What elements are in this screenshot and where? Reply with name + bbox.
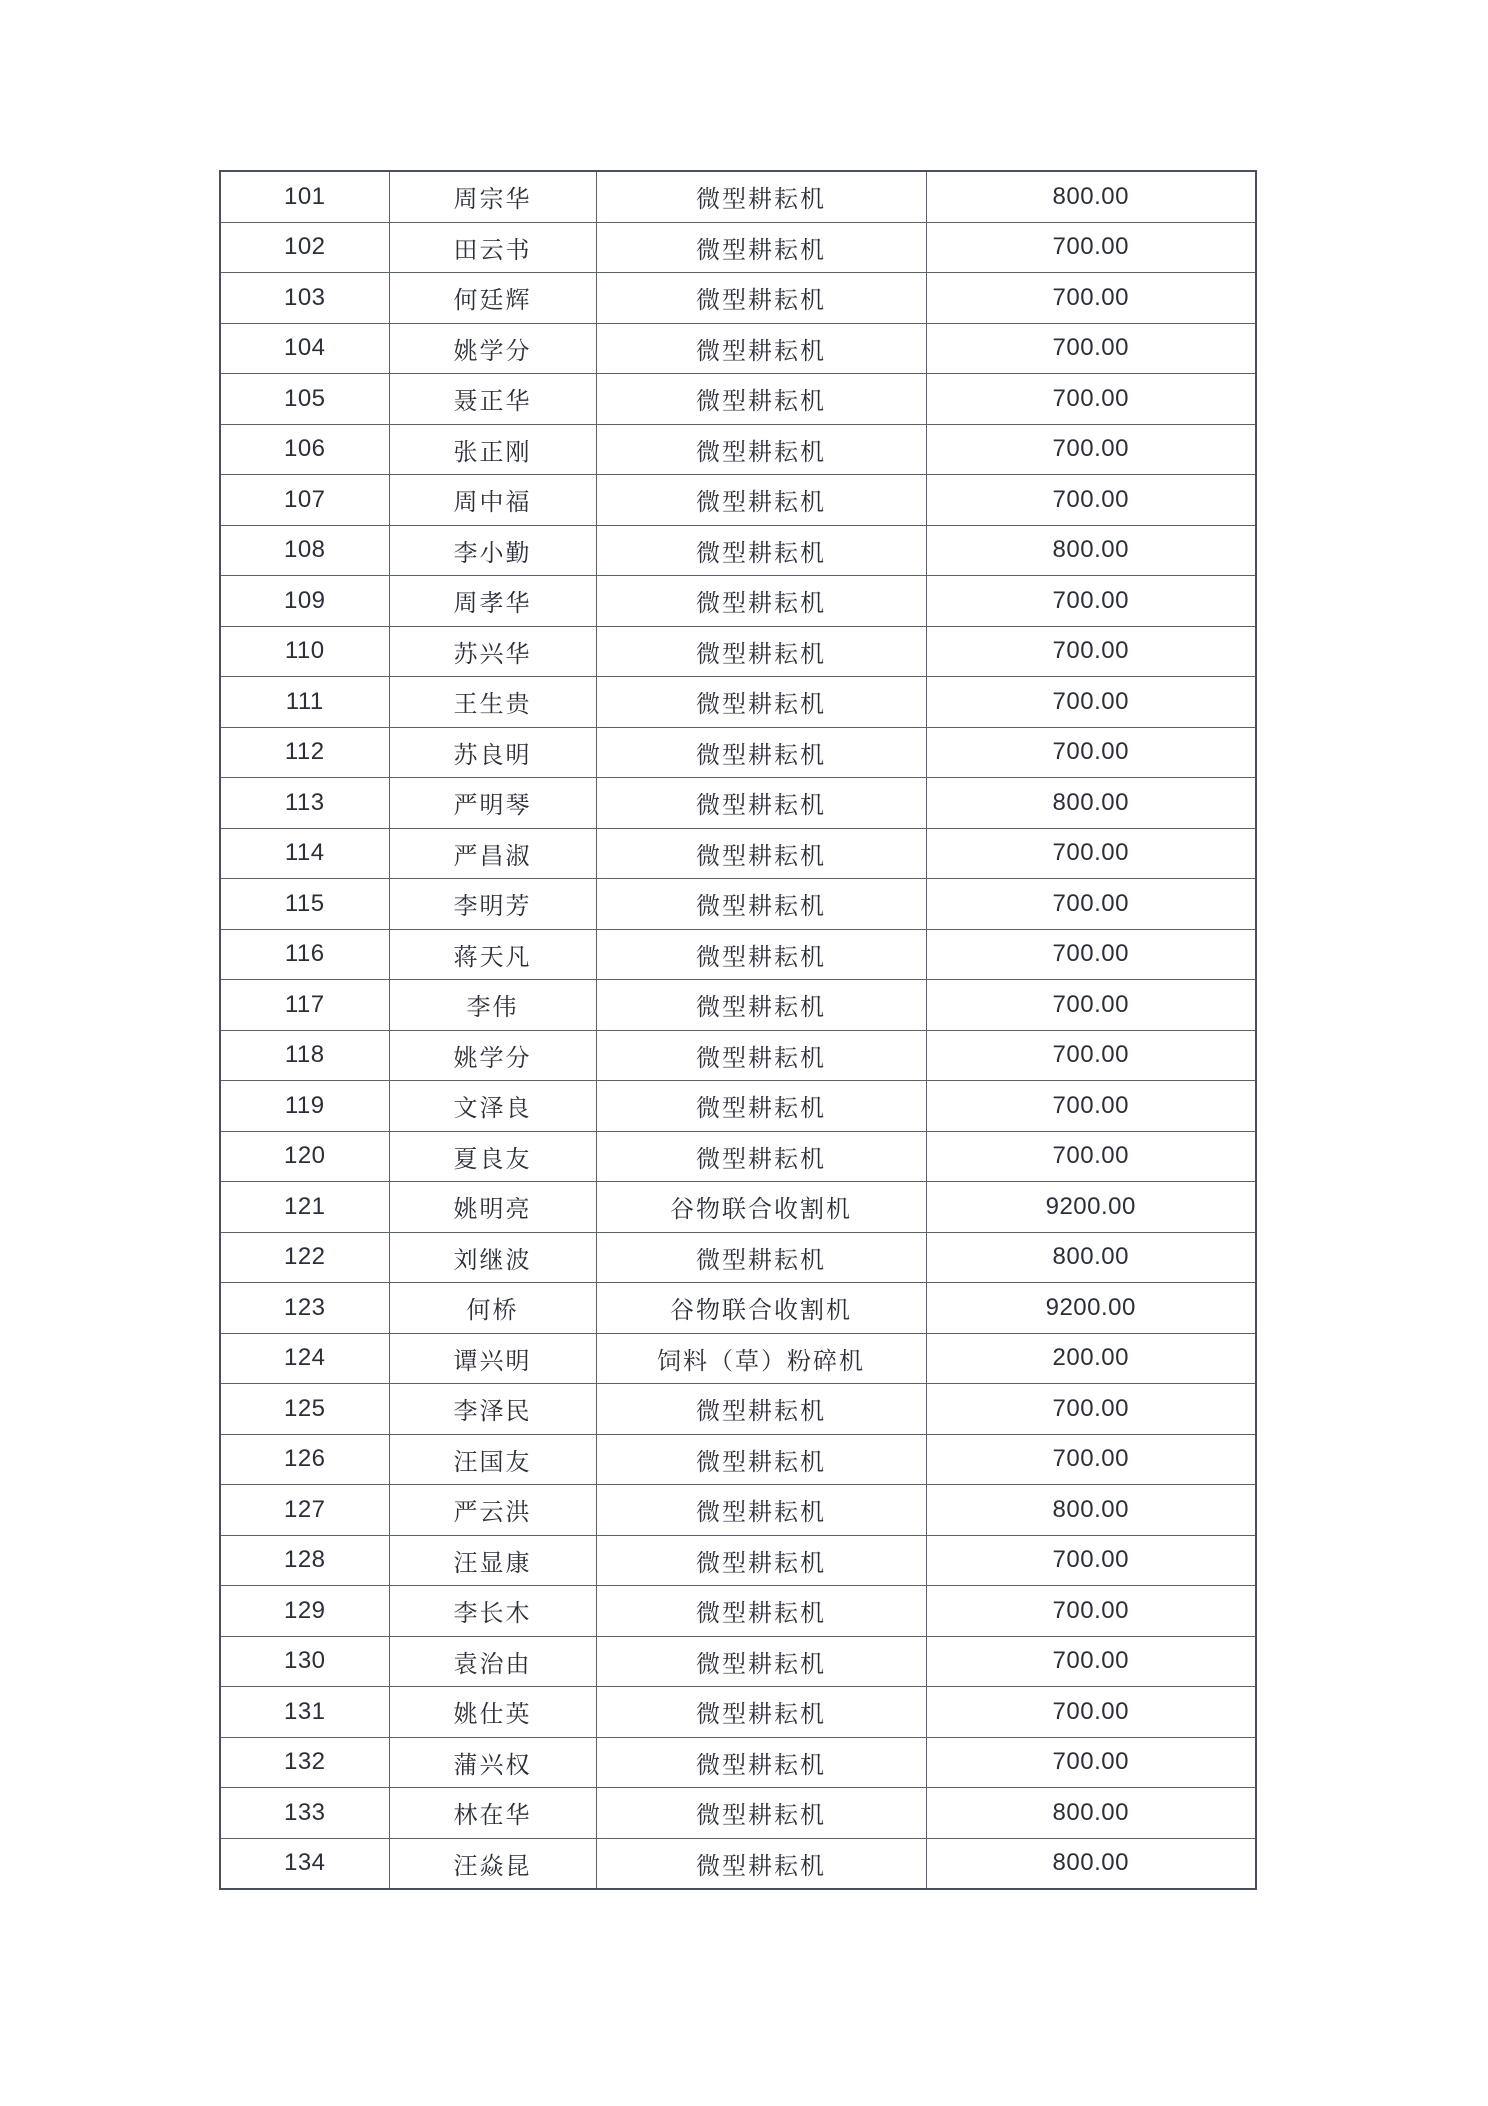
name-cell: 何桥 — [389, 1283, 596, 1334]
name-cell: 王生贵 — [389, 677, 596, 728]
name-cell: 夏良友 — [389, 1131, 596, 1182]
amount-cell: 800.00 — [926, 171, 1256, 222]
name-cell: 严明琴 — [389, 778, 596, 829]
row-number-cell: 114 — [220, 828, 389, 879]
table-row — [220, 879, 1256, 930]
table-row — [220, 475, 1256, 526]
row-number-cell: 127 — [220, 1485, 389, 1536]
amount-cell: 9200.00 — [926, 1182, 1256, 1233]
name-cell: 蒋天凡 — [389, 929, 596, 980]
row-number-cell: 110 — [220, 626, 389, 677]
row-number-cell: 122 — [220, 1232, 389, 1283]
table-row — [220, 1182, 1256, 1233]
name-cell: 李伟 — [389, 980, 596, 1031]
name-cell: 周孝华 — [389, 576, 596, 627]
amount-cell: 800.00 — [926, 525, 1256, 576]
row-number-cell: 126 — [220, 1434, 389, 1485]
name-cell: 林在华 — [389, 1788, 596, 1839]
machine-type-cell: 微型耕耘机 — [596, 778, 926, 829]
amount-cell: 200.00 — [926, 1333, 1256, 1384]
machine-type-cell: 微型耕耘机 — [596, 424, 926, 475]
machine-type-cell: 微型耕耘机 — [596, 576, 926, 627]
amount-cell: 700.00 — [926, 1081, 1256, 1132]
amount-cell: 700.00 — [926, 424, 1256, 475]
machine-type-cell: 微型耕耘机 — [596, 828, 926, 879]
machine-type-cell: 微型耕耘机 — [596, 1586, 926, 1637]
table-row — [220, 778, 1256, 829]
table-row — [220, 1232, 1256, 1283]
name-cell: 汪焱昆 — [389, 1838, 596, 1889]
amount-cell: 800.00 — [926, 778, 1256, 829]
table-row — [220, 1081, 1256, 1132]
row-number-cell: 134 — [220, 1838, 389, 1889]
name-cell: 汪显康 — [389, 1535, 596, 1586]
amount-cell: 800.00 — [926, 1232, 1256, 1283]
table-row — [220, 273, 1256, 324]
machine-type-cell: 微型耕耘机 — [596, 1081, 926, 1132]
row-number-cell: 103 — [220, 273, 389, 324]
table-row — [220, 424, 1256, 475]
table-row — [220, 1434, 1256, 1485]
machine-type-cell: 微型耕耘机 — [596, 1687, 926, 1738]
table-row — [220, 1384, 1256, 1435]
machine-type-cell: 微型耕耘机 — [596, 1788, 926, 1839]
machine-type-cell: 微型耕耘机 — [596, 727, 926, 778]
amount-cell: 700.00 — [926, 1434, 1256, 1485]
name-cell: 田云书 — [389, 222, 596, 273]
machine-type-cell: 微型耕耘机 — [596, 171, 926, 222]
amount-cell: 700.00 — [926, 576, 1256, 627]
table-row — [220, 1131, 1256, 1182]
name-cell: 谭兴明 — [389, 1333, 596, 1384]
table-row — [220, 727, 1256, 778]
amount-cell: 700.00 — [926, 879, 1256, 930]
table-row — [220, 1485, 1256, 1536]
name-cell: 李泽民 — [389, 1384, 596, 1435]
row-number-cell: 102 — [220, 222, 389, 273]
table-row — [220, 1636, 1256, 1687]
row-number-cell: 112 — [220, 727, 389, 778]
row-number-cell: 121 — [220, 1182, 389, 1233]
amount-cell: 700.00 — [926, 727, 1256, 778]
table-row — [220, 222, 1256, 273]
machine-type-cell: 微型耕耘机 — [596, 273, 926, 324]
name-cell: 姚学分 — [389, 323, 596, 374]
name-cell: 张正刚 — [389, 424, 596, 475]
row-number-cell: 104 — [220, 323, 389, 374]
row-number-cell: 130 — [220, 1636, 389, 1687]
amount-cell: 700.00 — [926, 1131, 1256, 1182]
machine-type-cell: 微型耕耘机 — [596, 323, 926, 374]
table-row — [220, 626, 1256, 677]
machine-type-cell: 微型耕耘机 — [596, 525, 926, 576]
name-cell: 文泽良 — [389, 1081, 596, 1132]
amount-cell: 700.00 — [926, 273, 1256, 324]
name-cell: 姚学分 — [389, 1030, 596, 1081]
name-cell: 严云洪 — [389, 1485, 596, 1536]
row-number-cell: 105 — [220, 374, 389, 425]
amount-cell: 700.00 — [926, 980, 1256, 1031]
name-cell: 姚明亮 — [389, 1182, 596, 1233]
table-row — [220, 1283, 1256, 1334]
amount-cell: 700.00 — [926, 374, 1256, 425]
row-number-cell: 128 — [220, 1535, 389, 1586]
machine-type-cell: 微型耕耘机 — [596, 677, 926, 728]
amount-cell: 700.00 — [926, 1384, 1256, 1435]
machine-type-cell: 微型耕耘机 — [596, 1485, 926, 1536]
name-cell: 聂正华 — [389, 374, 596, 425]
machine-type-cell: 谷物联合收割机 — [596, 1283, 926, 1334]
machine-type-cell: 微型耕耘机 — [596, 374, 926, 425]
name-cell: 刘继波 — [389, 1232, 596, 1283]
row-number-cell: 106 — [220, 424, 389, 475]
row-number-cell: 109 — [220, 576, 389, 627]
amount-cell: 800.00 — [926, 1838, 1256, 1889]
table-row — [220, 1838, 1256, 1889]
amount-cell: 700.00 — [926, 1535, 1256, 1586]
amount-cell: 700.00 — [926, 677, 1256, 728]
name-cell: 何廷辉 — [389, 273, 596, 324]
row-number-cell: 101 — [220, 171, 389, 222]
row-number-cell: 119 — [220, 1081, 389, 1132]
table-row — [220, 1030, 1256, 1081]
name-cell: 苏良明 — [389, 727, 596, 778]
row-number-cell: 125 — [220, 1384, 389, 1435]
table-row — [220, 1687, 1256, 1738]
table-row — [220, 576, 1256, 627]
machine-type-cell: 微型耕耘机 — [596, 1535, 926, 1586]
table-row — [220, 323, 1256, 374]
table-row — [220, 1333, 1256, 1384]
amount-cell: 700.00 — [926, 1030, 1256, 1081]
row-number-cell: 118 — [220, 1030, 389, 1081]
row-number-cell: 124 — [220, 1333, 389, 1384]
name-cell: 严昌淑 — [389, 828, 596, 879]
name-cell: 李明芳 — [389, 879, 596, 930]
table-row — [220, 1535, 1256, 1586]
name-cell: 周宗华 — [389, 171, 596, 222]
machine-type-cell: 微型耕耘机 — [596, 879, 926, 930]
machine-type-cell: 微型耕耘机 — [596, 1384, 926, 1435]
machine-type-cell: 微型耕耘机 — [596, 1737, 926, 1788]
row-number-cell: 108 — [220, 525, 389, 576]
machine-type-cell: 谷物联合收割机 — [596, 1182, 926, 1233]
table-body — [220, 171, 1256, 1889]
row-number-cell: 131 — [220, 1687, 389, 1738]
machine-type-cell: 饲料（草）粉碎机 — [596, 1333, 926, 1384]
row-number-cell: 120 — [220, 1131, 389, 1182]
machine-type-cell: 微型耕耘机 — [596, 1030, 926, 1081]
name-cell: 汪国友 — [389, 1434, 596, 1485]
name-cell: 姚仕英 — [389, 1687, 596, 1738]
machine-type-cell: 微型耕耘机 — [596, 1131, 926, 1182]
amount-cell: 700.00 — [926, 1636, 1256, 1687]
machine-type-cell: 微型耕耘机 — [596, 929, 926, 980]
machine-type-cell: 微型耕耘机 — [596, 222, 926, 273]
amount-cell: 700.00 — [926, 1586, 1256, 1637]
amount-cell: 700.00 — [926, 475, 1256, 526]
amount-cell: 800.00 — [926, 1788, 1256, 1839]
table-row — [220, 525, 1256, 576]
row-number-cell: 129 — [220, 1586, 389, 1637]
row-number-cell: 123 — [220, 1283, 389, 1334]
row-number-cell: 133 — [220, 1788, 389, 1839]
table-row — [220, 1788, 1256, 1839]
amount-cell: 700.00 — [926, 323, 1256, 374]
name-cell: 李小勤 — [389, 525, 596, 576]
table-row — [220, 1586, 1256, 1637]
name-cell: 蒲兴权 — [389, 1737, 596, 1788]
row-number-cell: 116 — [220, 929, 389, 980]
subsidy-table — [219, 170, 1257, 1890]
machine-type-cell: 微型耕耘机 — [596, 1434, 926, 1485]
amount-cell: 700.00 — [926, 929, 1256, 980]
table-row — [220, 1737, 1256, 1788]
name-cell: 袁治由 — [389, 1636, 596, 1687]
machine-type-cell: 微型耕耘机 — [596, 1636, 926, 1687]
machine-type-cell: 微型耕耘机 — [596, 475, 926, 526]
name-cell: 周中福 — [389, 475, 596, 526]
table-row — [220, 929, 1256, 980]
row-number-cell: 113 — [220, 778, 389, 829]
machine-type-cell: 微型耕耘机 — [596, 1838, 926, 1889]
row-number-cell: 111 — [220, 677, 389, 728]
table-row — [220, 980, 1256, 1031]
table-row — [220, 374, 1256, 425]
amount-cell: 700.00 — [926, 626, 1256, 677]
row-number-cell: 115 — [220, 879, 389, 930]
table-row — [220, 677, 1256, 728]
amount-cell: 700.00 — [926, 1737, 1256, 1788]
machine-type-cell: 微型耕耘机 — [596, 626, 926, 677]
row-number-cell: 132 — [220, 1737, 389, 1788]
amount-cell: 700.00 — [926, 1687, 1256, 1738]
row-number-cell: 117 — [220, 980, 389, 1031]
table-row — [220, 171, 1256, 222]
amount-cell: 700.00 — [926, 828, 1256, 879]
row-number-cell: 107 — [220, 475, 389, 526]
machine-type-cell: 微型耕耘机 — [596, 1232, 926, 1283]
table-row — [220, 828, 1256, 879]
machine-type-cell: 微型耕耘机 — [596, 980, 926, 1031]
name-cell: 苏兴华 — [389, 626, 596, 677]
name-cell: 李长木 — [389, 1586, 596, 1637]
amount-cell: 800.00 — [926, 1485, 1256, 1536]
amount-cell: 700.00 — [926, 222, 1256, 273]
amount-cell: 9200.00 — [926, 1283, 1256, 1334]
